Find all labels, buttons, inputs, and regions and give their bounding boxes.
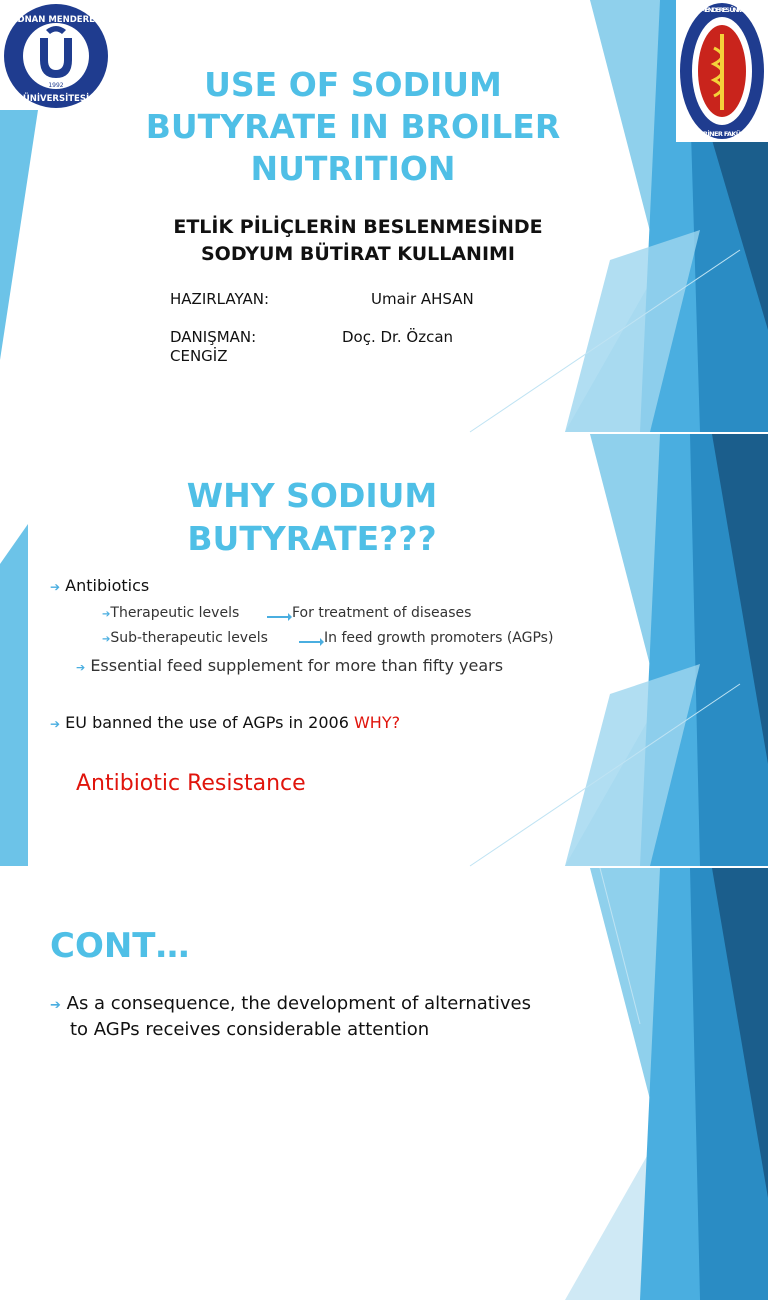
arrow-bullet-icon: ➔ <box>102 634 111 645</box>
slide-title-heading <box>110 64 596 190</box>
sub-bullet-label: Sub-therapeutic levels <box>110 630 268 646</box>
sub-bullet-therapeutic <box>102 605 239 621</box>
logo-left-text-bottom: ÜNİVERSİTESİ <box>22 94 90 104</box>
bullet-line-2: to AGPs receives considerable attention <box>70 1019 430 1040</box>
arrow-bullet-icon: ➔ <box>50 717 61 731</box>
sub-bullet-therapeutic-value: For treatment of diseases <box>292 605 472 621</box>
subtitle-line-2: SODYUM BÜTİRAT KULLANIMI <box>201 243 515 265</box>
title-line-3: NUTRITION <box>250 149 456 188</box>
prepared-by-name: Umair AHSAN <box>371 290 474 308</box>
logo-right-text-top: ADNAN MENDERES ÜNİVERSİTESİ <box>680 6 764 14</box>
subtitle <box>110 214 606 268</box>
sub-bullet-subtherapeutic-value: In feed growth promoters (AGPs) <box>324 630 554 646</box>
bullet-text: EU banned the use of AGPs in 2006 <box>65 713 349 732</box>
slide-continued <box>0 868 768 1040</box>
heading-line-1: WHY SODIUM <box>186 476 438 515</box>
heading-line-2: BUTYRATE??? <box>187 519 437 558</box>
slide-heading: CONT… <box>50 926 190 966</box>
bullet-consequence <box>50 992 590 1042</box>
answer-text: Antibiotic Resistance <box>76 771 306 796</box>
university-logo <box>0 0 112 112</box>
bullet-text: Antibiotics <box>65 576 150 595</box>
advisor-name: Doç. Dr. Özcan <box>342 328 454 346</box>
title-line-2: BUTYRATE IN BROILER <box>145 107 561 146</box>
arrow-bullet-icon: ➔ <box>50 580 61 594</box>
logo-left-text-top: ADNAN MENDERES <box>10 15 102 25</box>
logo-right-text-bottom: VETERİNER FAKÜLTESİ <box>687 130 757 138</box>
faculty-logo <box>676 0 768 142</box>
slide-why-sodium-butyrate <box>0 434 768 866</box>
sub-bullet-label: Therapeutic levels <box>110 605 240 621</box>
title-line-1: USE OF SODIUM <box>204 65 502 104</box>
bullet-line-1 <box>50 992 590 1018</box>
bullet-eu-ban <box>50 713 400 732</box>
slide-title <box>0 0 768 432</box>
slide-heading <box>150 474 474 560</box>
long-arrow-icon <box>266 610 292 622</box>
bullet-text: As a consequence, the development of alternatives <box>66 993 531 1014</box>
bullet-antibiotics <box>50 576 149 595</box>
arrow-bullet-icon: ➔ <box>102 609 111 620</box>
advisor-label: DANIŞMAN: <box>170 328 257 346</box>
arrow-bullet-icon: ➔ <box>76 661 86 674</box>
prepared-by-label: HAZIRLAYAN: <box>170 290 269 308</box>
subtitle-line-1: ETLİK PİLİÇLERİN BESLENMESİNDE <box>173 216 543 238</box>
sub-bullet-text: Essential feed supplement for more than fifty years <box>90 656 504 675</box>
sub-bullet-subtherapeutic <box>102 630 268 646</box>
sub-bullet-essential <box>76 656 503 675</box>
logo-year: 1992 <box>48 82 64 89</box>
arrow-bullet-icon: ➔ <box>50 998 61 1013</box>
long-arrow-icon <box>298 635 324 647</box>
bullet-emphasis: WHY? <box>353 713 401 732</box>
advisor-name-continued: CENGİZ <box>170 347 228 365</box>
